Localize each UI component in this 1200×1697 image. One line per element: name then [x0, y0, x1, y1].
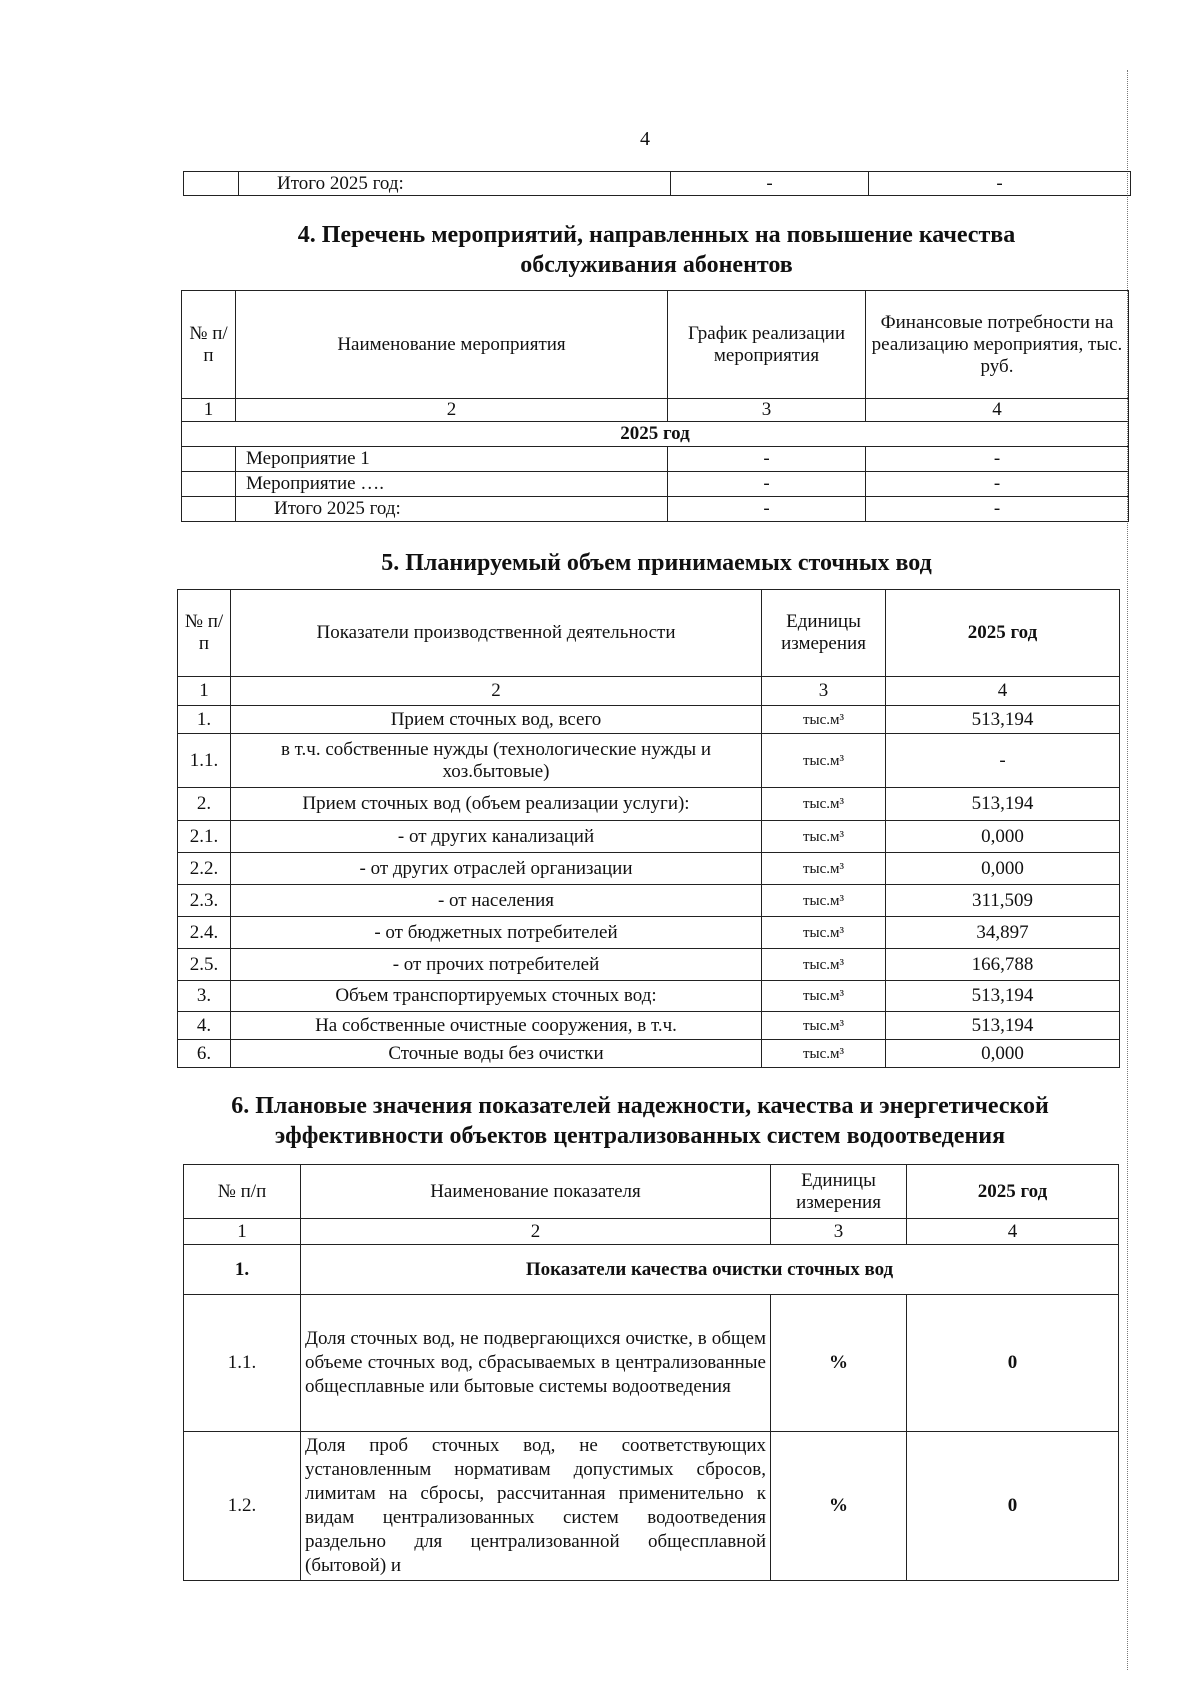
column-number-row: [182, 399, 1129, 422]
header-finance: Финансовые потребности на реализацию мероприятия, тыс. руб.: [866, 291, 1129, 399]
header-year: 2025 год: [907, 1165, 1119, 1219]
header-num: № п/п: [184, 1165, 301, 1219]
total-finance: -: [866, 497, 1129, 522]
row-value: 513,194: [886, 1012, 1120, 1040]
table-header-row: [182, 291, 1129, 399]
row-unit: %: [771, 1432, 907, 1581]
table-row: [178, 853, 1120, 885]
row-num: 1.1.: [178, 734, 231, 788]
row-name: Доля проб сточных вод, не соответствующих установленным нормативам допустимых сбросов, лимитам на сбросы, рассчитанная применительно к видам централизованных систем водоотведения раздельно для централизованной общесплавной (бытовой) и: [301, 1432, 771, 1581]
table-row: [182, 472, 1129, 497]
year-label: 2025 год: [182, 422, 1129, 447]
row-num: 2.1.: [178, 821, 231, 853]
section4-table: [181, 290, 1129, 522]
header-name: Наименование показателя: [301, 1165, 771, 1219]
section6-title-line2: эффективности объектов централизованных систем водоотведения: [274, 1123, 1006, 1149]
column-number-row: [184, 1219, 1119, 1245]
year-row: [182, 422, 1129, 447]
section6-title: [150, 1091, 1130, 1151]
page-number: 4: [640, 128, 650, 150]
event-name: Мероприятие 1: [236, 447, 668, 472]
header-schedule: График реализации мероприятия: [668, 291, 866, 399]
row-value: 513,194: [886, 981, 1120, 1012]
section5-table: [177, 589, 1120, 1068]
col-number: 3: [762, 677, 886, 706]
header-unit: Единицы измерения: [762, 590, 886, 677]
row-name: Сточные воды без очистки: [231, 1040, 762, 1068]
row-unit: тыс.м³: [762, 734, 886, 788]
row-name: - от прочих потребителей: [231, 949, 762, 981]
row-num: 2.2.: [178, 853, 231, 885]
event-schedule: -: [668, 447, 866, 472]
event-finance: -: [866, 447, 1129, 472]
row-value: 0: [907, 1295, 1119, 1432]
col-number: 3: [771, 1219, 907, 1245]
table-row: [184, 1295, 1119, 1432]
row-value: 513,194: [886, 788, 1120, 821]
row-unit: тыс.м³: [762, 788, 886, 821]
table-row: [178, 981, 1120, 1012]
col-number: 2: [236, 399, 668, 422]
table-row: [178, 706, 1120, 734]
col-number: 1: [182, 399, 236, 422]
total-finance: -: [869, 172, 1131, 196]
row-value: 0,000: [886, 821, 1120, 853]
table-row: [182, 447, 1129, 472]
header-name: Наименование мероприятия: [236, 291, 668, 399]
row-num: 1.: [178, 706, 231, 734]
table-row: [178, 734, 1120, 788]
row-name: Прием сточных вод, всего: [231, 706, 762, 734]
row-unit: тыс.м³: [762, 885, 886, 917]
table-row: [178, 949, 1120, 981]
cell-empty: [184, 172, 239, 196]
table-row: [182, 497, 1129, 522]
row-num: 4.: [178, 1012, 231, 1040]
row-name: Доля сточных вод, не подвергающихся очистке, в общем объеме сточных вод, сбрасываемых в централизованные общесплавные или бытовые системы водоотведения: [301, 1295, 771, 1432]
row-num: 1.2.: [184, 1432, 301, 1581]
header-name: Показатели производственной деятельности: [231, 590, 762, 677]
header-unit: Единицы измерения: [771, 1165, 907, 1219]
row-value: 166,788: [886, 949, 1120, 981]
cell-empty: [182, 472, 236, 497]
group-name: Показатели качества очистки сточных вод: [301, 1245, 1119, 1295]
table-row: [178, 885, 1120, 917]
table-row: [184, 1432, 1119, 1581]
row-unit: тыс.м³: [762, 821, 886, 853]
event-schedule: -: [668, 472, 866, 497]
row-value: 34,897: [886, 917, 1120, 949]
row-value: -: [886, 734, 1120, 788]
total-label: Итого 2025 год:: [236, 497, 668, 522]
table-header-row: [178, 590, 1120, 677]
column-number-row: [178, 677, 1120, 706]
row-value: 0,000: [886, 1040, 1120, 1068]
table-row: [178, 821, 1120, 853]
event-name: Мероприятие ….: [236, 472, 668, 497]
header-num: № п/п: [178, 590, 231, 677]
row-unit: %: [771, 1295, 907, 1432]
row-value: 311,509: [886, 885, 1120, 917]
row-unit: тыс.м³: [762, 853, 886, 885]
section6-title-line1: 6. Плановые значения показателей надежности, качества и энергетической: [231, 1093, 1049, 1119]
row-num: 2.4.: [178, 917, 231, 949]
section4-title-line2: обслуживания абонентов: [520, 252, 793, 278]
table-row: [178, 788, 1120, 821]
cell-empty: [182, 497, 236, 522]
row-num: 3.: [178, 981, 231, 1012]
total-label: Итого 2025 год:: [239, 172, 671, 196]
table-row: [184, 172, 1131, 196]
group-num: 1.: [184, 1245, 301, 1295]
table-row: [178, 917, 1120, 949]
col-number: 1: [184, 1219, 301, 1245]
row-name: - от других отраслей организации: [231, 853, 762, 885]
row-unit: тыс.м³: [762, 1040, 886, 1068]
row-name: - от других канализаций: [231, 821, 762, 853]
section6-table: [183, 1164, 1119, 1581]
row-name: - от бюджетных потребителей: [231, 917, 762, 949]
row-unit: тыс.м³: [762, 1012, 886, 1040]
col-number: 1: [178, 677, 231, 706]
col-number: 4: [866, 399, 1129, 422]
event-finance: -: [866, 472, 1129, 497]
row-num: 2.5.: [178, 949, 231, 981]
row-unit: тыс.м³: [762, 706, 886, 734]
row-value: 0,000: [886, 853, 1120, 885]
row-unit: тыс.м³: [762, 981, 886, 1012]
col-number: 2: [231, 677, 762, 706]
cell-empty: [182, 447, 236, 472]
row-name: На собственные очистные сооружения, в т.ч.: [231, 1012, 762, 1040]
row-name: Объем транспортируемых сточных вод:: [231, 981, 762, 1012]
table-row: [178, 1012, 1120, 1040]
group-row: [184, 1245, 1119, 1295]
row-num: 6.: [178, 1040, 231, 1068]
total-schedule: -: [668, 497, 866, 522]
row-value: 513,194: [886, 706, 1120, 734]
col-number: 4: [907, 1219, 1119, 1245]
col-number: 2: [301, 1219, 771, 1245]
table-row: [178, 1040, 1120, 1068]
row-num: 2.: [178, 788, 231, 821]
row-num: 1.1.: [184, 1295, 301, 1432]
row-unit: тыс.м³: [762, 949, 886, 981]
table-header-row: [184, 1165, 1119, 1219]
total-schedule: -: [671, 172, 869, 196]
section4-title-line1: 4. Перечень мероприятий, направленных на повышение качества: [297, 222, 1016, 248]
header-num: № п/п: [182, 291, 236, 399]
section4-title: [183, 220, 1130, 280]
col-number: 3: [668, 399, 866, 422]
header-year: 2025 год: [886, 590, 1120, 677]
col-number: 4: [886, 677, 1120, 706]
row-num: 2.3.: [178, 885, 231, 917]
row-name: - от населения: [231, 885, 762, 917]
row-unit: тыс.м³: [762, 917, 886, 949]
top-total-table: [183, 171, 1131, 196]
row-value: 0: [907, 1432, 1119, 1581]
row-name: в т.ч. собственные нужды (технологические нужды и хоз.бытовые): [231, 734, 762, 788]
section5-title: 5. Планируемый объем принимаемых сточных вод: [381, 550, 932, 576]
row-name: Прием сточных вод (объем реализации услуги):: [231, 788, 762, 821]
